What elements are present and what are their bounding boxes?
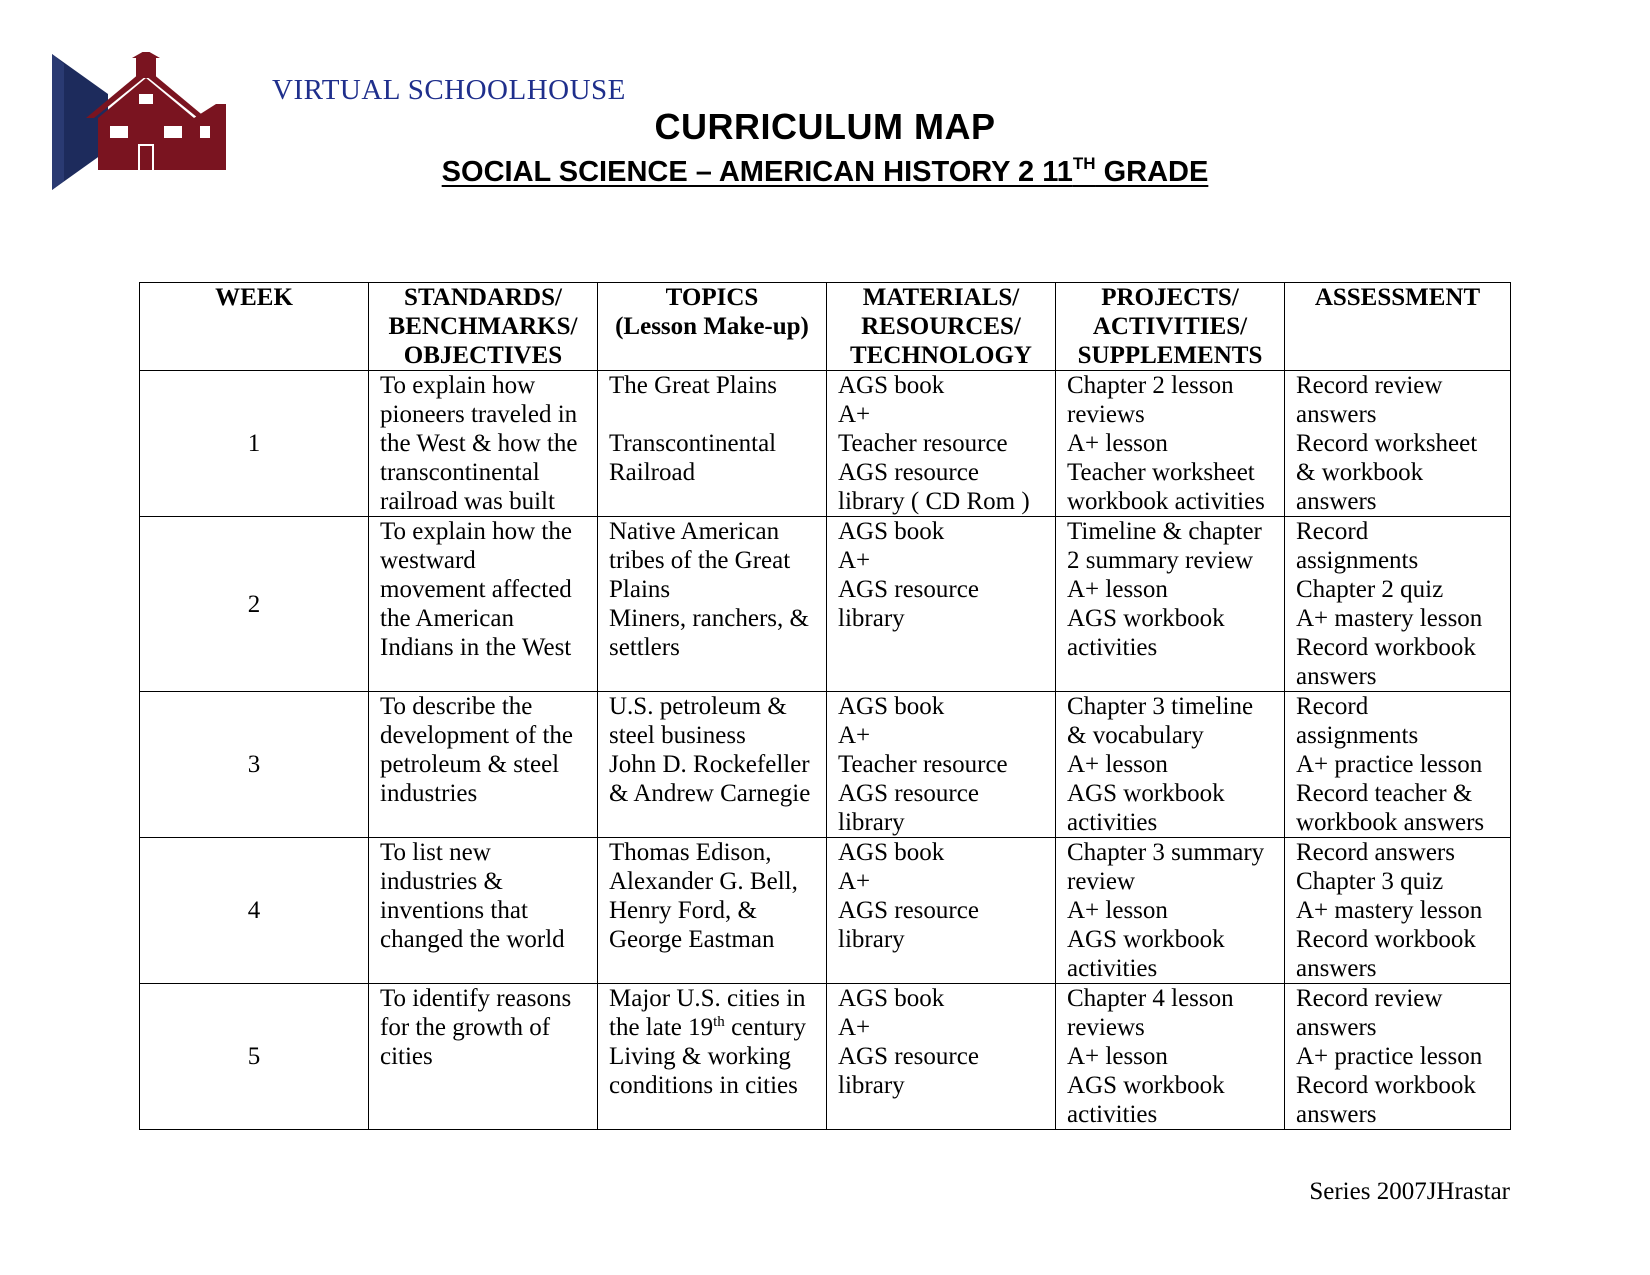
column-header-topics	[598, 283, 827, 371]
assessment-line: A+ mastery lesson	[1296, 897, 1483, 924]
logo-tower-roof	[132, 52, 160, 58]
column-header-standards	[369, 283, 598, 371]
subtitle-superscript: TH	[1072, 154, 1096, 173]
assessment-line: A+ mastery lesson	[1296, 605, 1483, 632]
standards-line: petroleum & steel	[380, 751, 560, 778]
topics-cell	[598, 517, 827, 692]
assessment-line: Record workbook	[1296, 634, 1476, 661]
column-header-line: BENCHMARKS/	[388, 313, 578, 340]
projects-cell	[1056, 517, 1285, 692]
column-header-assessment	[1285, 283, 1511, 371]
topics-line: John D. Rockefeller	[609, 751, 810, 778]
assessment-line: Record workbook	[1296, 1072, 1476, 1099]
materials-line: A+	[838, 868, 871, 895]
projects-line: Chapter 2 lesson	[1067, 372, 1234, 399]
topics-line: steel business	[609, 722, 746, 749]
projects-line: activities	[1067, 1101, 1158, 1128]
column-header-line: RESOURCES/	[861, 313, 1021, 340]
projects-line: reviews	[1067, 401, 1145, 428]
assessment-line: Chapter 3 quiz	[1296, 868, 1444, 895]
materials-line: A+	[838, 722, 871, 749]
standards-cell	[369, 984, 598, 1130]
materials-line: AGS resource	[838, 1043, 979, 1070]
materials-line: library	[838, 605, 905, 632]
curriculum-table	[139, 282, 1511, 1130]
materials-line: AGS resource	[838, 576, 979, 603]
assessment-line: assignments	[1296, 722, 1419, 749]
projects-cell	[1056, 692, 1285, 838]
topics-line: Transcontinental	[609, 430, 777, 457]
column-header-projects	[1056, 283, 1285, 371]
materials-line: A+	[838, 547, 871, 574]
standards-line: To identify reasons	[380, 985, 572, 1012]
assessment-line: Record review	[1296, 372, 1443, 399]
projects-line: & vocabulary	[1067, 722, 1204, 749]
standards-line: pioneers traveled in	[380, 401, 578, 428]
assessment-line: Record worksheet	[1296, 430, 1478, 457]
topics-line: George Eastman	[609, 926, 775, 953]
topics-line: U.S. petroleum &	[609, 693, 787, 720]
topics-line: Major U.S. cities in	[609, 985, 806, 1012]
projects-line: AGS workbook	[1067, 926, 1225, 953]
topics-line: The Great Plains	[609, 372, 778, 399]
topics-superscript: th	[713, 1014, 725, 1030]
materials-line: library ( CD Rom )	[838, 488, 1030, 515]
materials-line: AGS book	[838, 693, 945, 720]
projects-line: Chapter 4 lesson	[1067, 985, 1234, 1012]
materials-line: AGS book	[838, 518, 945, 545]
assessment-line: answers	[1296, 1101, 1377, 1128]
assessment-line: answers	[1296, 401, 1377, 428]
page-title: CURRICULUM MAP	[654, 106, 996, 147]
standards-line: To list new	[380, 839, 491, 866]
assessment-line: Chapter 2 quiz	[1296, 576, 1444, 603]
projects-line: AGS workbook	[1067, 605, 1225, 632]
standards-line: To explain how the	[380, 518, 572, 545]
projects-line: Teacher worksheet	[1067, 459, 1255, 486]
column-header-line: STANDARDS/	[404, 284, 562, 311]
materials-line: library	[838, 809, 905, 836]
standards-line: the American	[380, 605, 514, 632]
projects-cell	[1056, 838, 1285, 984]
table-header	[140, 283, 1511, 371]
materials-line: library	[838, 926, 905, 953]
topics-cell	[598, 984, 827, 1130]
materials-line: AGS resource	[838, 780, 979, 807]
standards-line: railroad was built	[380, 488, 555, 515]
series-footer: Series 2007JHrastar	[1309, 1178, 1510, 1205]
assessment-cell	[1285, 517, 1511, 692]
assessment-cell	[1285, 838, 1511, 984]
projects-line: reviews	[1067, 1014, 1145, 1041]
projects-line: AGS workbook	[1067, 780, 1225, 807]
topics-line: Miners, ranchers, &	[609, 605, 809, 632]
standards-cell	[369, 692, 598, 838]
column-header-line: OBJECTIVES	[403, 342, 563, 369]
standards-cell	[369, 517, 598, 692]
assessment-line: assignments	[1296, 547, 1419, 574]
materials-line: AGS book	[838, 985, 945, 1012]
projects-line: A+ lesson	[1067, 1043, 1168, 1070]
standards-line: for the growth of	[380, 1014, 551, 1041]
logo-bell-tower	[136, 56, 156, 78]
topics-line: conditions in cities	[609, 1072, 798, 1099]
assessment-line: answers	[1296, 663, 1377, 690]
projects-cell	[1056, 371, 1285, 517]
materials-cell	[827, 371, 1056, 517]
topics-line-text: the late 19	[609, 1014, 714, 1041]
standards-line: the West & how the	[380, 430, 578, 457]
topics-line	[609, 400, 818, 429]
table-row	[140, 692, 1511, 838]
standards-line: changed the world	[380, 926, 565, 953]
week-number: 4	[140, 838, 369, 984]
topics-cell	[598, 692, 827, 838]
page-subtitle	[0, 156, 1650, 189]
column-header-line: SUPPLEMENTS	[1077, 342, 1263, 369]
standards-line: cities	[380, 1043, 433, 1070]
standards-cell	[369, 838, 598, 984]
assessment-line: A+ practice lesson	[1296, 1043, 1483, 1070]
assessment-cell	[1285, 371, 1511, 517]
projects-cell	[1056, 984, 1285, 1130]
week-number: 2	[140, 517, 369, 692]
projects-line: workbook activities	[1067, 488, 1265, 515]
standards-line: To explain how	[380, 372, 536, 399]
materials-cell	[827, 517, 1056, 692]
standards-line: industries &	[380, 868, 503, 895]
assessment-cell	[1285, 984, 1511, 1130]
materials-line: AGS book	[838, 372, 945, 399]
standards-line: development of the	[380, 722, 573, 749]
column-header-week	[140, 283, 369, 371]
week-number: 5	[140, 984, 369, 1130]
topics-line: Thomas Edison,	[609, 839, 772, 866]
column-header-line: TOPICS	[665, 284, 759, 311]
projects-line: activities	[1067, 955, 1158, 982]
projects-line: A+ lesson	[1067, 576, 1168, 603]
projects-line: review	[1067, 868, 1136, 895]
topics-line: & Andrew Carnegie	[609, 780, 811, 807]
materials-line: Teacher resource	[838, 751, 1008, 778]
topics-cell	[598, 838, 827, 984]
topics-line: Native American	[609, 518, 780, 545]
topics-line: Plains	[609, 576, 671, 603]
standards-line: westward	[380, 547, 476, 574]
assessment-line: Record	[1296, 518, 1369, 545]
topics-line: Alexander G. Bell,	[609, 868, 798, 895]
standards-line: movement affected	[380, 576, 572, 603]
standards-line: To describe the	[380, 693, 533, 720]
projects-line: activities	[1067, 634, 1158, 661]
projects-line: A+ lesson	[1067, 751, 1168, 778]
week-number: 1	[140, 371, 369, 517]
projects-line: A+ lesson	[1067, 430, 1168, 457]
column-header-line: WEEK	[215, 284, 293, 311]
assessment-line: Record answers	[1296, 839, 1455, 866]
table-row	[140, 517, 1511, 692]
table-row	[140, 984, 1511, 1130]
standards-line: industries	[380, 780, 478, 807]
column-header-line: ASSESSMENT	[1314, 284, 1481, 311]
materials-cell	[827, 692, 1056, 838]
topics-line: Living & working	[609, 1043, 791, 1070]
column-header-line: ACTIVITIES/	[1092, 313, 1248, 340]
projects-line: Chapter 3 timeline	[1067, 693, 1254, 720]
logo-window-top	[139, 94, 153, 104]
assessment-line: Record review	[1296, 985, 1443, 1012]
projects-line: Timeline & chapter	[1067, 518, 1262, 545]
table-row	[140, 838, 1511, 984]
assessment-line: A+ practice lesson	[1296, 751, 1483, 778]
subtitle-text: SOCIAL SCIENCE – AMERICAN HISTORY 2 11	[441, 156, 1073, 188]
materials-cell	[827, 838, 1056, 984]
materials-line: library	[838, 1072, 905, 1099]
column-header-line: MATERIALS/	[862, 284, 1020, 311]
topics-line: Railroad	[609, 459, 696, 486]
assessment-line: workbook answers	[1296, 809, 1485, 836]
projects-line: Chapter 3 summary	[1067, 839, 1265, 866]
column-header-line: PROJECTS/	[1101, 284, 1239, 311]
assessment-line: answers	[1296, 955, 1377, 982]
materials-line: A+	[838, 1014, 871, 1041]
topics-line	[609, 1013, 818, 1042]
subtitle-grade: GRADE	[1095, 156, 1209, 188]
assessment-line: Record	[1296, 693, 1369, 720]
assessment-line: Record teacher &	[1296, 780, 1473, 807]
materials-line: AGS resource	[838, 459, 979, 486]
column-header-line: (Lesson Make-up)	[615, 313, 809, 340]
standards-line: Indians in the West	[380, 634, 572, 661]
materials-line: Teacher resource	[838, 430, 1008, 457]
assessment-line: & workbook	[1296, 459, 1424, 486]
topics-line: settlers	[609, 634, 680, 661]
projects-line: A+ lesson	[1067, 897, 1168, 924]
standards-line: inventions that	[380, 897, 528, 924]
materials-line: AGS resource	[838, 897, 979, 924]
table-header-row	[140, 283, 1511, 371]
assessment-cell	[1285, 692, 1511, 838]
assessment-line: answers	[1296, 1014, 1377, 1041]
topics-line-suffix: century	[724, 1014, 807, 1041]
assessment-line: Record workbook	[1296, 926, 1476, 953]
brand-name: VIRTUAL SCHOOLHOUSE	[272, 74, 626, 106]
projects-line: 2 summary review	[1067, 547, 1254, 574]
table-body	[140, 371, 1511, 1130]
assessment-line: answers	[1296, 488, 1377, 515]
materials-line: A+	[838, 401, 871, 428]
standards-cell	[369, 371, 598, 517]
projects-line: AGS workbook	[1067, 1072, 1225, 1099]
materials-line: AGS book	[838, 839, 945, 866]
table-row	[140, 371, 1511, 517]
materials-cell	[827, 984, 1056, 1130]
topics-line: Henry Ford, &	[609, 897, 757, 924]
projects-line: activities	[1067, 809, 1158, 836]
column-header-materials	[827, 283, 1056, 371]
topics-line: tribes of the Great	[609, 547, 791, 574]
topics-cell	[598, 371, 827, 517]
week-number: 3	[140, 692, 369, 838]
standards-line: transcontinental	[380, 459, 540, 486]
column-header-line: TECHNOLOGY	[850, 342, 1032, 369]
